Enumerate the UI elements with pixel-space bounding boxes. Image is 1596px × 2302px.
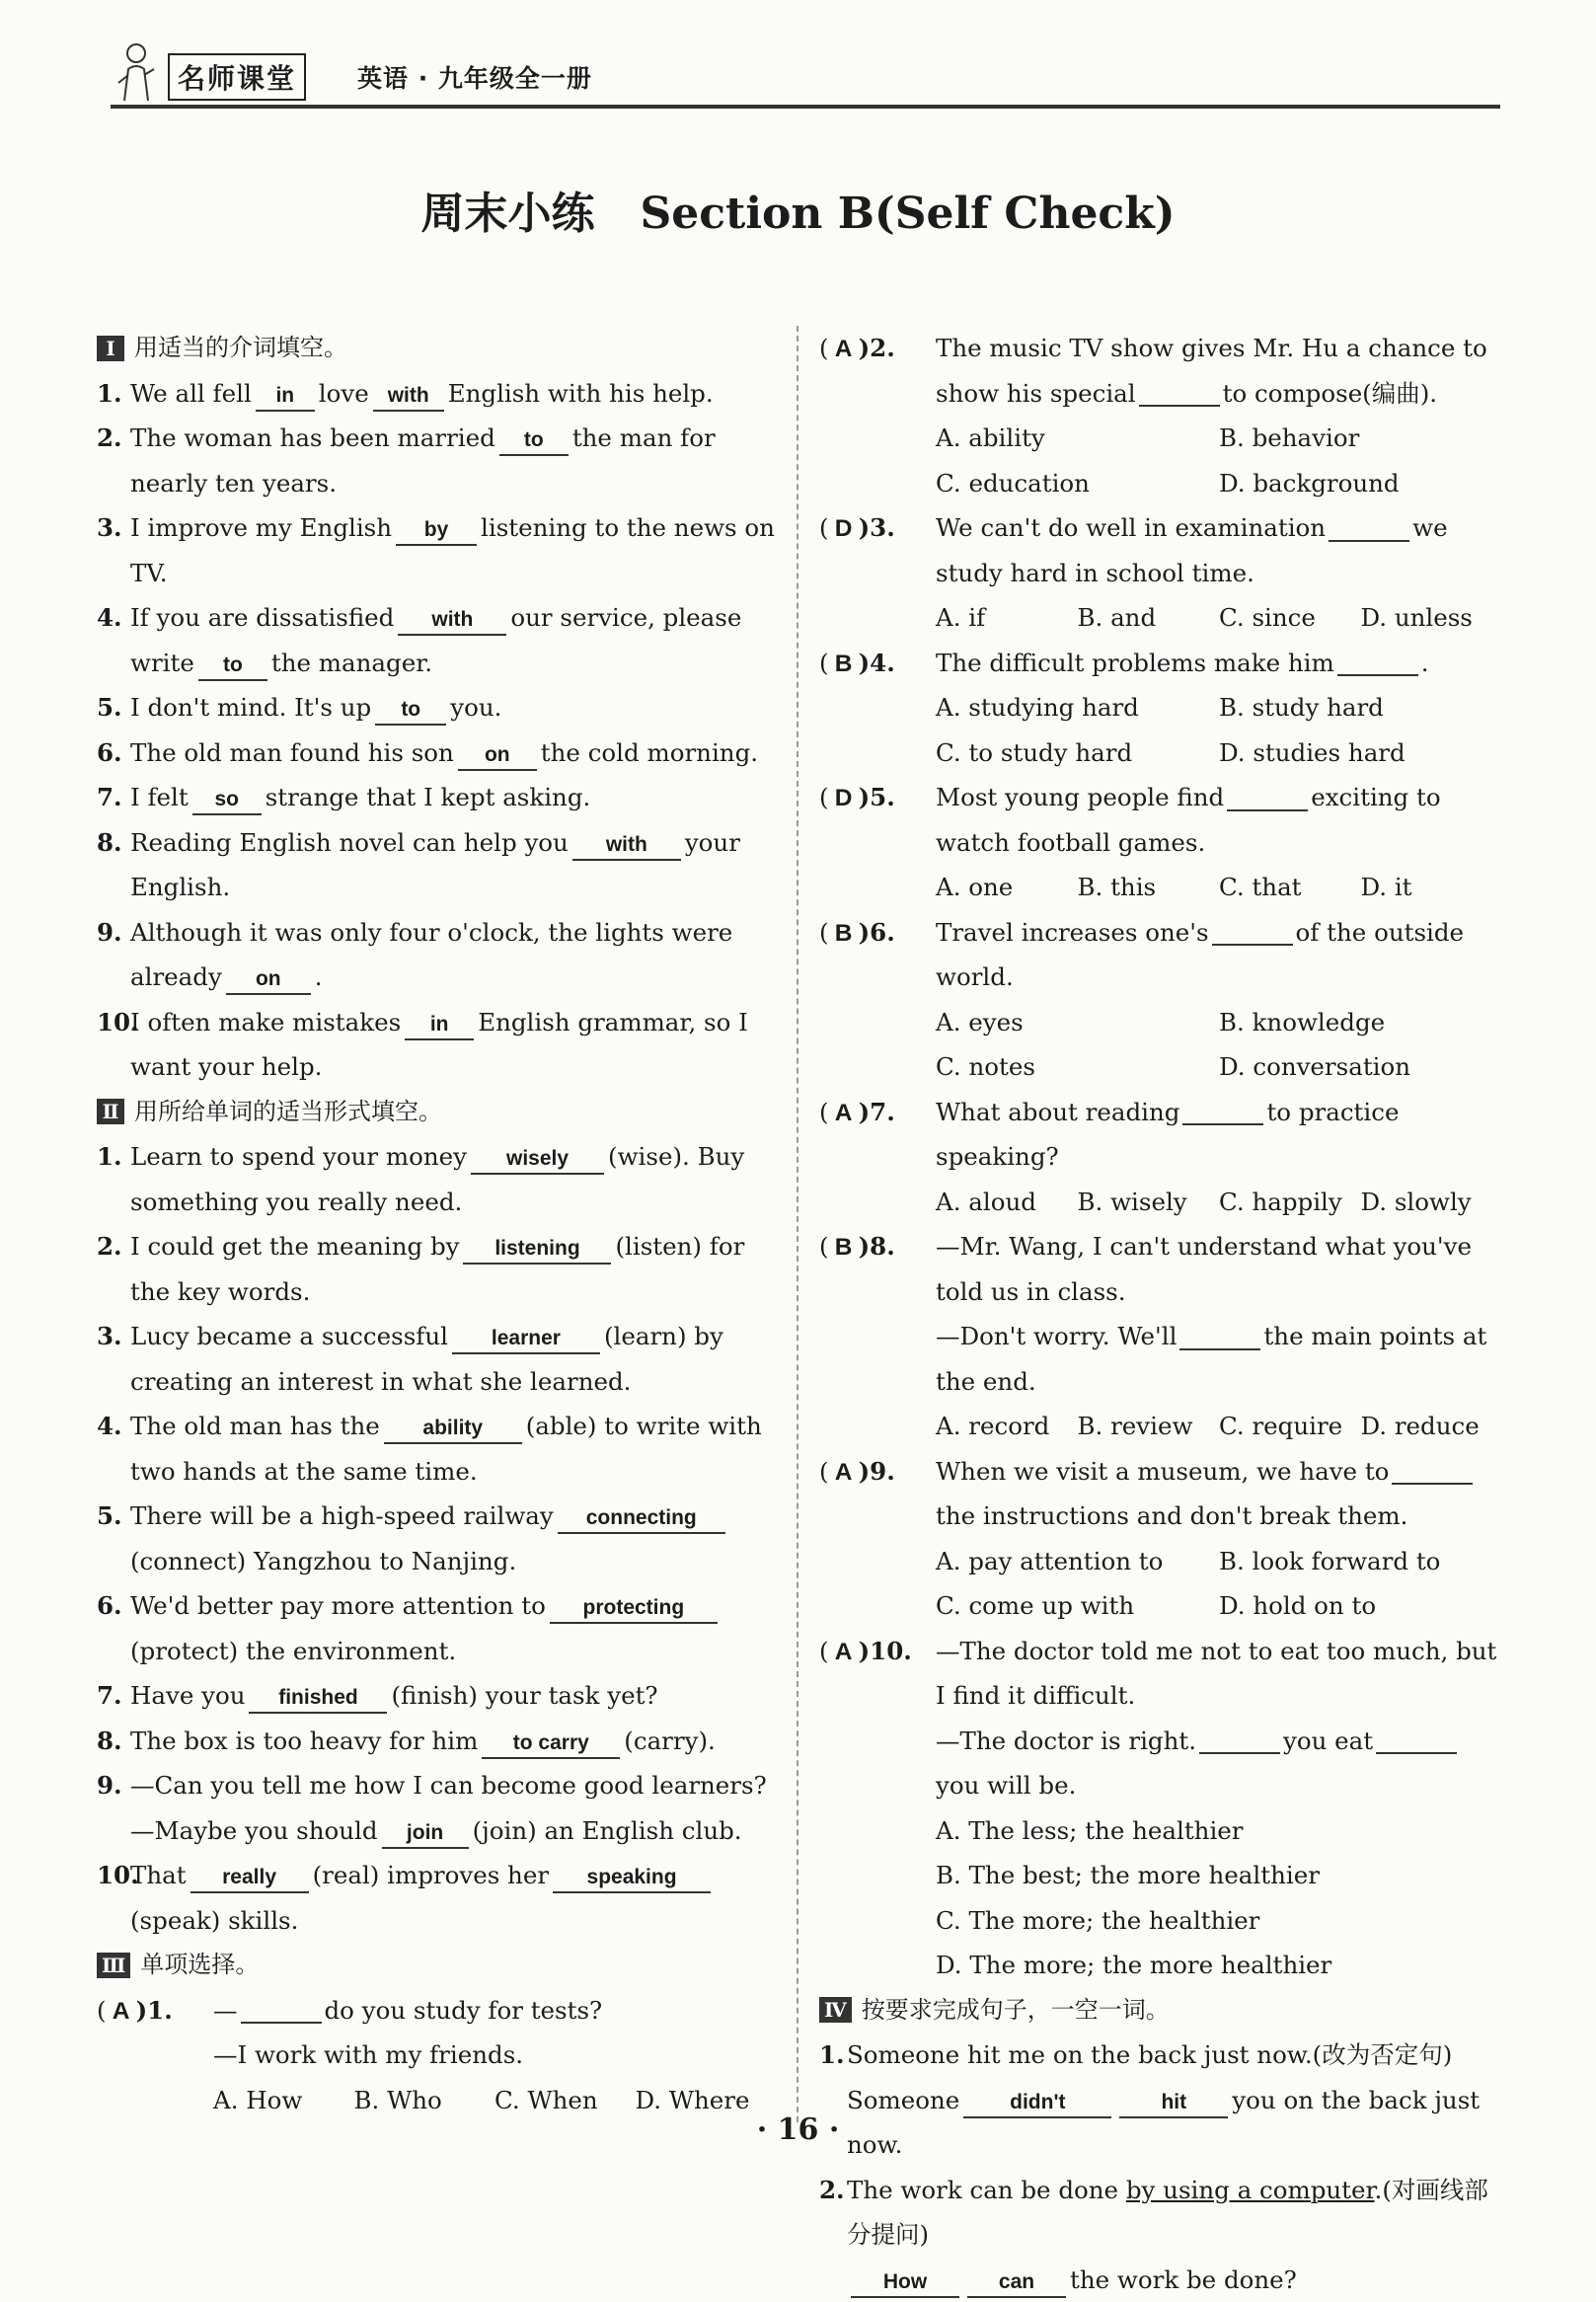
mc-question-2: ( A )2. The music TV show gives Mr. Hu a chance to show his special to compose(编曲). A. ability B. behavior C. education D. background [819, 326, 1502, 505]
underlined-phrase: by using a computer [1126, 2176, 1375, 2204]
list-item: 1. Someone hit me on the back just now.(改为否定句) Someone didn't hit you on the back just now. [819, 2033, 1502, 2168]
answer: really [190, 1864, 309, 1893]
answer: in [405, 1011, 474, 1040]
answer: by [396, 516, 477, 546]
blank [1182, 1102, 1263, 1125]
options: A. The less; the healthier B. The best; the more healthier C. The more; the healthier D. The more; the more healthier [936, 1808, 1502, 1988]
mc-question-7: ( A )7. What about reading to practice speaking? A. aloud B. wisely C. happily D. slowly [819, 1090, 1502, 1225]
answer: so [192, 786, 262, 815]
page-header [111, 39, 1500, 111]
mc-question-5: ( D )5. Most young people find exciting to watch football games. A. one B. this C. that D. it [819, 775, 1502, 910]
mc-question-4: ( B )4. The difficult problems make him . A. studying hard B. study hard C. to study hard D. studies hard [819, 641, 1502, 776]
answer: on [226, 965, 311, 995]
blank [1139, 383, 1220, 407]
list-item: 2. The woman has been married to the man for nearly ten years. [97, 416, 776, 505]
page-title [0, 178, 1596, 241]
section-badge: Ⅰ [97, 336, 124, 361]
section-badge: Ⅳ [819, 1997, 852, 2023]
answer: with [572, 831, 681, 861]
answer: wisely [471, 1145, 604, 1175]
list-item: 2. I could get the meaning by listening (listen) for the key words. [97, 1224, 776, 1314]
list-item: 1. Learn to spend your money wisely (wise). Buy something you really need. [97, 1134, 776, 1224]
book-subtitle: 英语 · 九年级全一册 [357, 59, 592, 95]
options: A. one B. this C. that D. it [936, 865, 1502, 910]
answer: didn't [963, 2089, 1111, 2118]
list-item: 5. I don't mind. It's up to you. [97, 685, 776, 730]
mc-question-6: ( B )6. Travel increases one's of the outside world. A. eyes B. knowledge C. notes D. conversation [819, 910, 1502, 1090]
list-item: 2. The work can be done by using a computer.(对画线部分提问) How can the work be done? [819, 2168, 1502, 2302]
answer: to [198, 652, 267, 681]
answer: B [829, 1225, 859, 1270]
list-item: 7. Have you finished (finish) your task yet? [97, 1673, 776, 1719]
column-divider [797, 326, 798, 2122]
list-item: 6. We'd better pay more attention to protecting(protect) the environment. [97, 1583, 776, 1673]
options: A. eyes B. knowledge C. notes D. conversation [936, 1000, 1502, 1090]
blank [1179, 1327, 1260, 1350]
list-item: 4. If you are dissatisfied with our service, please write to the manager. [97, 595, 776, 685]
answer: How [851, 2268, 959, 2298]
options: A. studying hard B. study hard C. to study hard D. studies hard [936, 685, 1502, 775]
answer: A [107, 1989, 136, 2034]
section-4-heading [819, 1988, 1502, 2033]
answer: D [829, 776, 859, 821]
answer: on [458, 741, 537, 771]
answer: D [829, 506, 859, 552]
section-badge: Ⅲ [97, 1953, 130, 1978]
right-column [819, 326, 1502, 2302]
answer: connecting [558, 1504, 725, 1534]
section-badge: Ⅱ [97, 1099, 124, 1124]
options: A. pay attention to B. look forward to C. come up with D. hold on to [936, 1539, 1502, 1629]
blank [241, 2000, 322, 2024]
answer: with [373, 382, 444, 412]
answer: to [375, 696, 446, 726]
title-cn: 周末小练 [420, 189, 594, 239]
title-en: Section B(Self Check) [640, 189, 1175, 239]
answer: speaking [553, 1864, 711, 1893]
blank [1227, 788, 1308, 811]
section-1-heading [97, 326, 776, 371]
answer: ability [384, 1415, 522, 1444]
list-item: 10. I often make mistakes in English grammar, so I want your help. [97, 1000, 776, 1090]
mc-question-3: ( D )3. We can't do well in examination we study hard in school time. A. if B. and C. since D. unless [819, 505, 1502, 641]
answer: learner [452, 1325, 600, 1354]
section-title: 按要求完成句子，一空一词。 [862, 1988, 1170, 2033]
page-number: · 16 · [0, 2112, 1596, 2147]
mc-question-8: ( B )8. —Mr. Wang, I can't understand what you've told us in class. —Don't worry. We'll the main points at the end. A. record B. review C. require D. reduce [819, 1224, 1502, 1449]
list-item: 1. We all fell in love with English with his help. [97, 371, 776, 417]
list-item: 5. There will be a high-speed railway connecting(connect) Yangzhou to Nanjing. [97, 1494, 776, 1583]
header-rule [111, 105, 1500, 109]
list-item: 7. I felt so strange that I kept asking. [97, 775, 776, 820]
list-item: 9. Although it was only four o'clock, the lights were already on . [97, 910, 776, 1000]
answer: B [829, 911, 859, 957]
mc-question-1: ( A )1. — do you study for tests? —I work with my friends. A. How B. Who C. When D. Where [97, 1988, 776, 2123]
list-item: 10. That really (real) improves her speaking(speak) skills. [97, 1853, 776, 1943]
list-item: 6. The old man found his son on the cold morning. [97, 730, 776, 776]
list-item: 4. The old man has the ability (able) to write with two hands at the same time. [97, 1404, 776, 1494]
blank [1376, 1730, 1457, 1754]
list-item: 3. I improve my English by listening to the news on TV. [97, 505, 776, 595]
blank [1329, 518, 1409, 542]
answer: finished [249, 1684, 387, 1714]
mc-question-10: ( A )10. —The doctor told me not to eat too much, but I find it difficult. —The doctor is right. you eatyou will be. A. The less; the healthier B. The best; the more healthier C. The more; the healthier D. The more; the more healthier [819, 1629, 1502, 1988]
answer: join [382, 1819, 469, 1849]
mc-question-9: ( A )9. When we visit a museum, we have tothe instructions and don't break them. A. pay attention to B. look forward to C. come up with D. hold on to [819, 1449, 1502, 1629]
answer: A [829, 1450, 859, 1496]
answer: A [829, 1091, 859, 1136]
options: A. How B. Who C. When D. Where [213, 2078, 776, 2123]
options: A. aloud B. wisely C. happily D. slowly [936, 1180, 1502, 1225]
answer: with [398, 606, 506, 636]
answer: A [829, 1630, 859, 1675]
blank [1337, 652, 1418, 676]
blank [1199, 1730, 1280, 1754]
answer: to carry [482, 1729, 620, 1759]
left-column [97, 326, 776, 2122]
options: A. if B. and C. since D. unless [936, 595, 1502, 641]
list-item: 3. Lucy became a successful learner (learn) by creating an interest in what she learned. [97, 1314, 776, 1404]
section-3-heading [97, 1943, 776, 1988]
list-item: 8. The box is too heavy for him to carry (carry). [97, 1719, 776, 1764]
list-item: 9. —Can you tell me how I can become good learners? —Maybe you should join (join) an English club. [97, 1763, 776, 1853]
section-2-heading [97, 1090, 776, 1135]
answer: can [967, 2268, 1066, 2298]
answer: A [829, 327, 859, 372]
section-title: 用适当的介词填空。 [134, 326, 347, 371]
options: A. ability B. behavior C. education D. background [936, 416, 1502, 505]
answer: protecting [550, 1594, 718, 1624]
section-title: 单项选择。 [140, 1943, 259, 1988]
section-title: 用所给单词的适当形式填空。 [134, 1090, 442, 1135]
answer: listening [463, 1235, 611, 1265]
list-item: 8. Reading English novel can help you with your English. [97, 820, 776, 910]
answer: B [829, 642, 859, 687]
series-logo: 名师课堂 [168, 53, 306, 101]
answer: to [499, 426, 569, 456]
options: A. record B. review C. require D. reduce [936, 1404, 1502, 1449]
teacher-figure-icon [111, 39, 162, 105]
blank [1392, 1461, 1473, 1485]
blank [1212, 922, 1293, 946]
answer: in [256, 382, 315, 412]
answer: hit [1119, 2089, 1228, 2118]
